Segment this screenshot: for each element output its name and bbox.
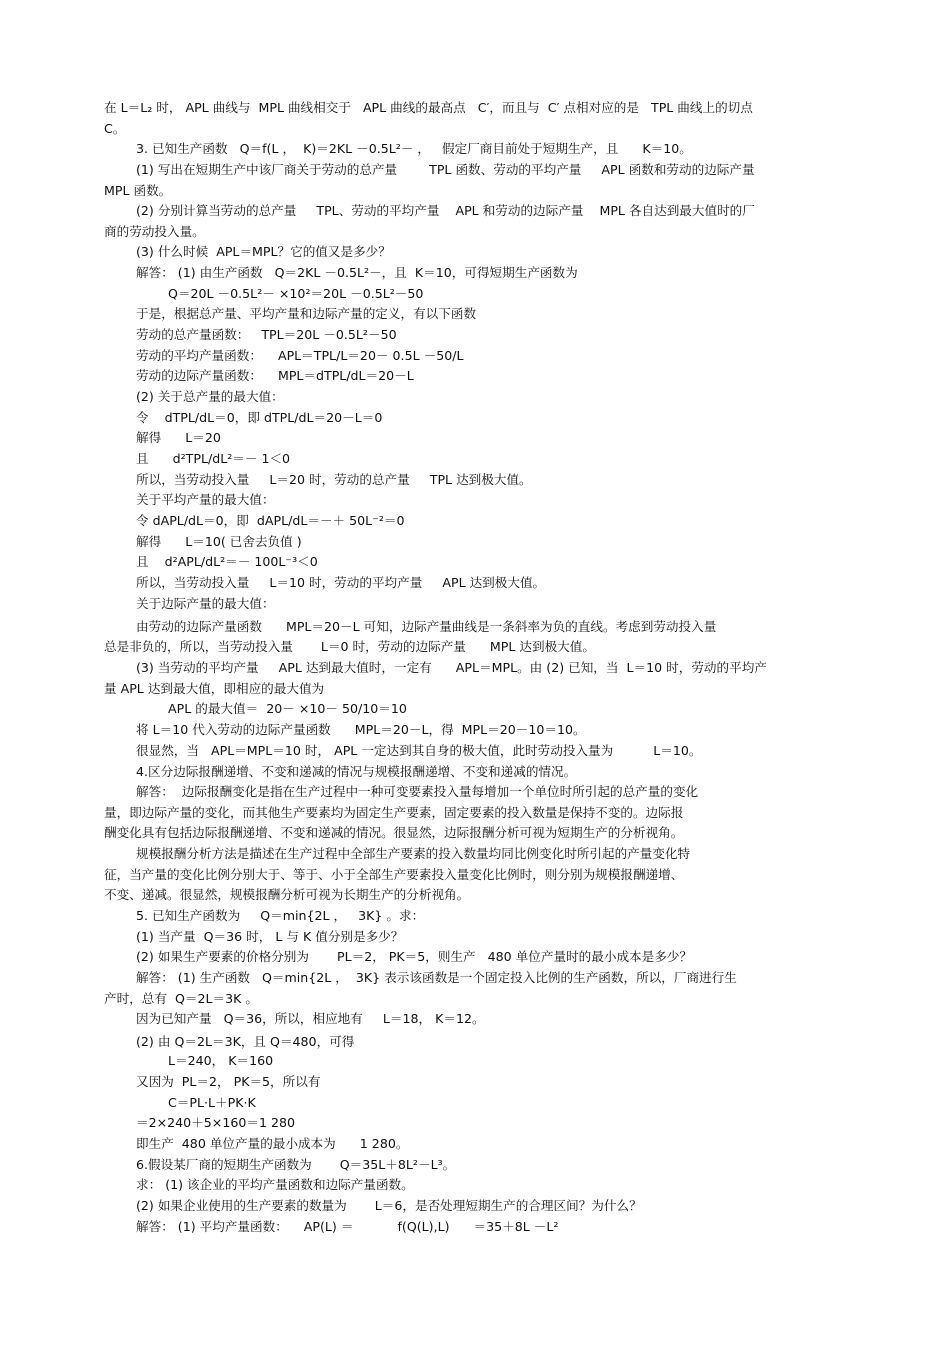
text-line: 解得 L＝20 (136, 430, 221, 445)
text-line: 于是，根据总产量、平均产量和边际产量的定义，有以下函数 (136, 306, 477, 321)
text-line: 总是非负的，所以，当劳动投入量 L＝0 时，劳动的边际产量 MPL 达到极大值。 (104, 639, 595, 654)
text-line: 令 dTPL/dL＝0，即 dTPL/dL＝20－L＝0 (136, 410, 383, 425)
text-line: 解答： 边际报酬变化是指在生产过程中一种可变要素投入量每增加一个单位时所引起的总产量的变化 (136, 784, 699, 799)
text-line: (2) 分别计算当劳动的总产量 TPL、劳动的平均产量 APL 和劳动的边际产量 MPL 各自达到最大值时的厂 (136, 203, 755, 218)
text-line: 劳动的平均产量函数： APL＝TPL/L＝20－ 0.5L －50/L (136, 348, 464, 363)
text-line: 劳动的总产量函数： TPL＝20L －0.5L²－50 (136, 327, 397, 342)
text-line: 在 L＝L₂ 时， APL 曲线与 MPL 曲线相交于 APL 曲线的最高点 C′，而且与 C′ 点相对应的是 TPL 曲线上的切点 (104, 100, 753, 115)
text-line: 不变、递减。很显然，规模报酬分析可视为长期生产的分析视角。 (104, 887, 470, 902)
text-line: 且 d²TPL/dL²＝－ 1＜0 (136, 451, 291, 466)
text-line: (2) 如果生产要素的价格分别为 PL＝2， PK＝5，则生产 480 单位产量时的最小成本是多少？ (136, 949, 693, 964)
text-line: 关于平均产量的最大值： (136, 492, 275, 507)
text-line: APL 的最大值＝ 20－ ×10－ 50/10＝10 (168, 701, 407, 716)
text-line: 因为已知产量 Q＝36，所以，相应地有 L＝18， K＝12。 (136, 1011, 485, 1026)
text-line: 3. 已知生产函数 Q＝f(L ， K)＝2KL －0.5L²－ ， 假定厂商目前处于短期生产，且 K＝10。 (136, 141, 692, 156)
text-line: 令 dAPL/dL＝0，即 dAPL/dL＝－＋ 50L⁻²＝0 (136, 513, 405, 528)
text-line: ＝2×240＋5×160＝1 280 (136, 1115, 296, 1130)
text-line: 量，即边际产量的变化，而其他生产要素均为固定生产要素，固定要素的投入数量是保持不变的。边际报 (104, 805, 684, 820)
text-line: (2) 如果企业使用的生产要素的数量为 L＝6，是否处理短期生产的合理区间？为什么？ (136, 1198, 642, 1213)
text-line: L＝240， K＝160 (168, 1053, 274, 1068)
text-line: Q＝20L －0.5L²－ ×10²＝20L －0.5L²－50 (168, 286, 424, 301)
text-line: C。 (104, 121, 126, 136)
text-line: 解答： (1) 由生产函数 Q＝2KL －0.5L²－，且 K＝10，可得短期生产函数为 (136, 265, 578, 280)
text-line: C＝PL·L＋PK·K (168, 1095, 256, 1110)
text-line: 解得 L＝10( 已舍去负值 ) (136, 534, 302, 549)
text-line: 量 APL 达到最大值，即相应的最大值为 (104, 681, 325, 696)
text-line: 很显然，当 APL＝MPL＝10 时， APL 一定达到其自身的极大值，此时劳动投入量为 L＝10。 (136, 743, 702, 758)
text-line: (1) 当产量 Q＝36 时， L 与 K 值分别是多少？ (136, 929, 404, 944)
text-line: 解答： (1) 平均产量函数： AP(L) ＝ f(Q(L),L) ＝35＋8L －L² (136, 1219, 559, 1234)
text-line: 酬变化具有包括边际报酬递增、不变和递减的情况。很显然，边际报酬分析可视为短期生产的分析视角。 (104, 825, 684, 840)
text-line: 4.区分边际报酬递增、不变和递减的情况与规模报酬递增、不变和递减的情况。 (136, 764, 577, 779)
text-line: 6.假设某厂商的短期生产函数为 Q＝35L＋8L²－L³。 (136, 1157, 456, 1172)
text-line: 规模报酬分析方法是描述在生产过程中全部生产要素的投入数量均同比例变化时所引起的产量变化特 (136, 846, 691, 861)
text-line: 求： (1) 该企业的平均产量函数和边际产量函数。 (136, 1177, 414, 1192)
text-line: 所以，当劳动投入量 L＝20 时，劳动的总产量 TPL 达到极大值。 (136, 472, 532, 487)
text-line: 由劳动的边际产量函数 MPL＝20－L 可知，边际产量曲线是一条斜率为负的直线。考虑到劳动投入量 (136, 619, 717, 634)
text-line: 即生产 480 单位产量的最小成本为 1 280。 (136, 1136, 409, 1151)
text-line: (1) 写出在短期生产中该厂商关于劳动的总产量 TPL 函数、劳动的平均产量 APL 函数和劳动的边际产量 (136, 162, 755, 177)
text-line: 劳动的边际产量函数： MPL＝dTPL/dL＝20－L (136, 368, 414, 383)
text-line: 关于边际产量的最大值： (136, 596, 275, 611)
text-line: MPL 函数。 (104, 183, 172, 198)
text-line: 解答： (1) 生产函数 Q＝min{2L ， 3K} 表示该函数是一个固定投入比例的生产函数，所以，厂商进行生 (136, 970, 737, 985)
text-line: 且 d²APL/dL²＝－ 100L⁻³＜0 (136, 554, 318, 569)
text-line: (2) 关于总产量的最大值： (136, 389, 284, 404)
text-line: 又因为 PL＝2， PK＝5，所以有 (136, 1074, 321, 1089)
text-line: (3) 什么时候 APL＝MPL？它的值又是多少？ (136, 244, 391, 259)
text-line: 征，当产量的变化比例分别大于、等于、小于全部生产要素投入量变化比例时，则分别为规模报酬递增、 (104, 867, 684, 882)
text-line: (3) 当劳动的平均产量 APL 达到最大值时，一定有 APL＝MPL。由 (2) 已知，当 L＝10 时，劳动的平均产 (136, 660, 767, 675)
text-line: 产时，总有 Q＝2L＝3K 。 (104, 991, 258, 1006)
text-line: 所以，当劳动投入量 L＝10 时，劳动的平均产量 APL 达到极大值。 (136, 575, 546, 590)
text-line: 5. 已知生产函数为 Q＝min{2L ， 3K} 。求： (136, 908, 425, 923)
text-line: (2) 由 Q＝2L＝3K，且 Q＝480，可得 (136, 1034, 355, 1049)
text-line: 商的劳动投入量。 (104, 224, 205, 239)
text-line: 将 L＝10 代入劳动的边际产量函数 MPL＝20－L，得 MPL＝20－10＝10。 (136, 722, 586, 737)
